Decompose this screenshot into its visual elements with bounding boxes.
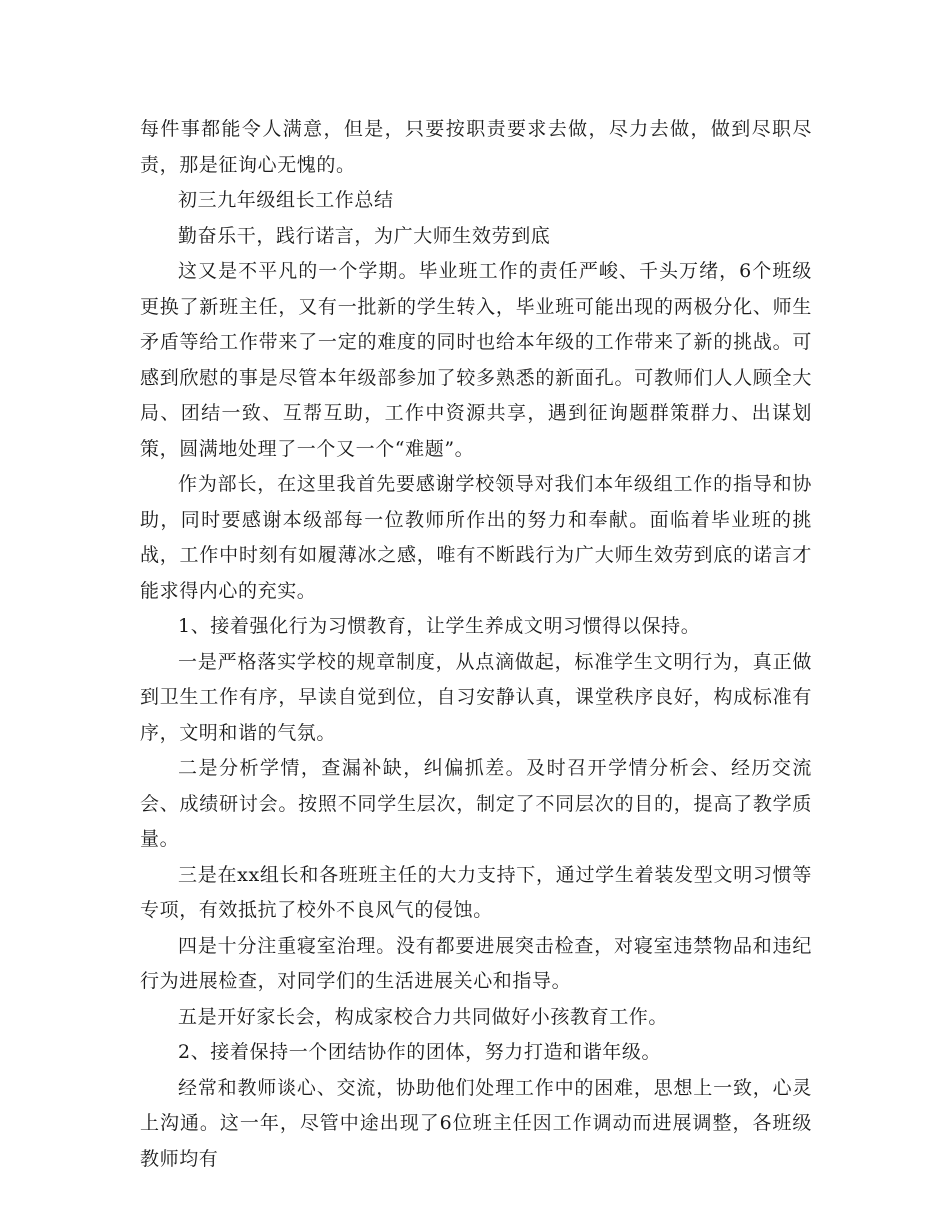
numbered-heading: 2、接着保持一个团结协作的团体，努力打造和谐年级。 bbox=[178, 1041, 662, 1063]
paragraph: 经常和教师谈心、交流，协助他们处理工作中的困难，思想上一致，心灵上沟通。这一年，尽管中途出现了6位班主任因工作调动而进展调整，各班级教师均有 bbox=[140, 1076, 812, 1170]
paragraph: 二是分析学情，查漏补缺，纠偏抓差。及时召开学情分析会、经历交流会、成绩研讨会。按照不同学生层次，制定了不同层次的目的，提高了教学质量。 bbox=[140, 757, 812, 850]
paragraph: 五是开好家长会，构成家校合力共同做好小孩教育工作。 bbox=[178, 1005, 669, 1028]
paragraph: 一是严格落实学校的规章制度，从点滴做起，标准学生文明行为，真正做到卫生工作有序，早读自觉到位，自习安静认真，课堂秩序良好，构成标准有序，文明和谐的气氛。 bbox=[140, 650, 812, 744]
paragraph: 四是十分注重寝室治理。没有都要进展突击检查，对寝室违禁物品和违纪行为进展检查，对同学们的生活进展关心和指导。 bbox=[140, 934, 812, 992]
numbered-heading: 1、接着强化行为习惯教育，让学生养成文明习惯得以保持。 bbox=[178, 615, 701, 637]
paragraph-continuation: 每件事都能令人满意，但是，只要按职责要求去做，尽力去做，做到尽职尽责，那是征询心无愧的。 bbox=[140, 118, 812, 176]
paragraph: 作为部长，在这里我首先要感谢学校领导对我们本年级组工作的指导和协助，同时要感谢本级部每一位教师所作出的努力和奉献。面临着毕业班的挑战，工作中时刻有如履薄冰之感，唯有不断践行为广大师生效劳到底的诺言才能求得内心的充实。 bbox=[140, 473, 812, 602]
section-title: 初三九年级组长工作总结 bbox=[178, 189, 394, 211]
section-subtitle: 勤奋乐干，践行诺言，为广大师生效劳到底 bbox=[178, 224, 551, 247]
paragraph: 这又是不平凡的一个学期。毕业班工作的责任严峻、千头万绪，6个班级更换了新班主任，又有一批新的学生转入，毕业班可能出现的两极分化、师生矛盾等给工作带来了一定的难度的同时也给本年级的工作带来了新的挑战。可感到欣慰的事是尽管本年级部参加了较多熟悉的新面孔。可教师们人人顾全大局、团结一致、互帮互助，工作中资源共享，遇到征询题群策群力、出谋划策，圆满地处理了一个又一个“难题”。 bbox=[140, 260, 812, 460]
document-body bbox=[140, 112, 812, 1177]
paragraph: 三是在xx组长和各班班主任的大力支持下，通过学生着装发型文明习惯等专项，有效抵抗了校外不良风气的侵蚀。 bbox=[140, 863, 812, 921]
